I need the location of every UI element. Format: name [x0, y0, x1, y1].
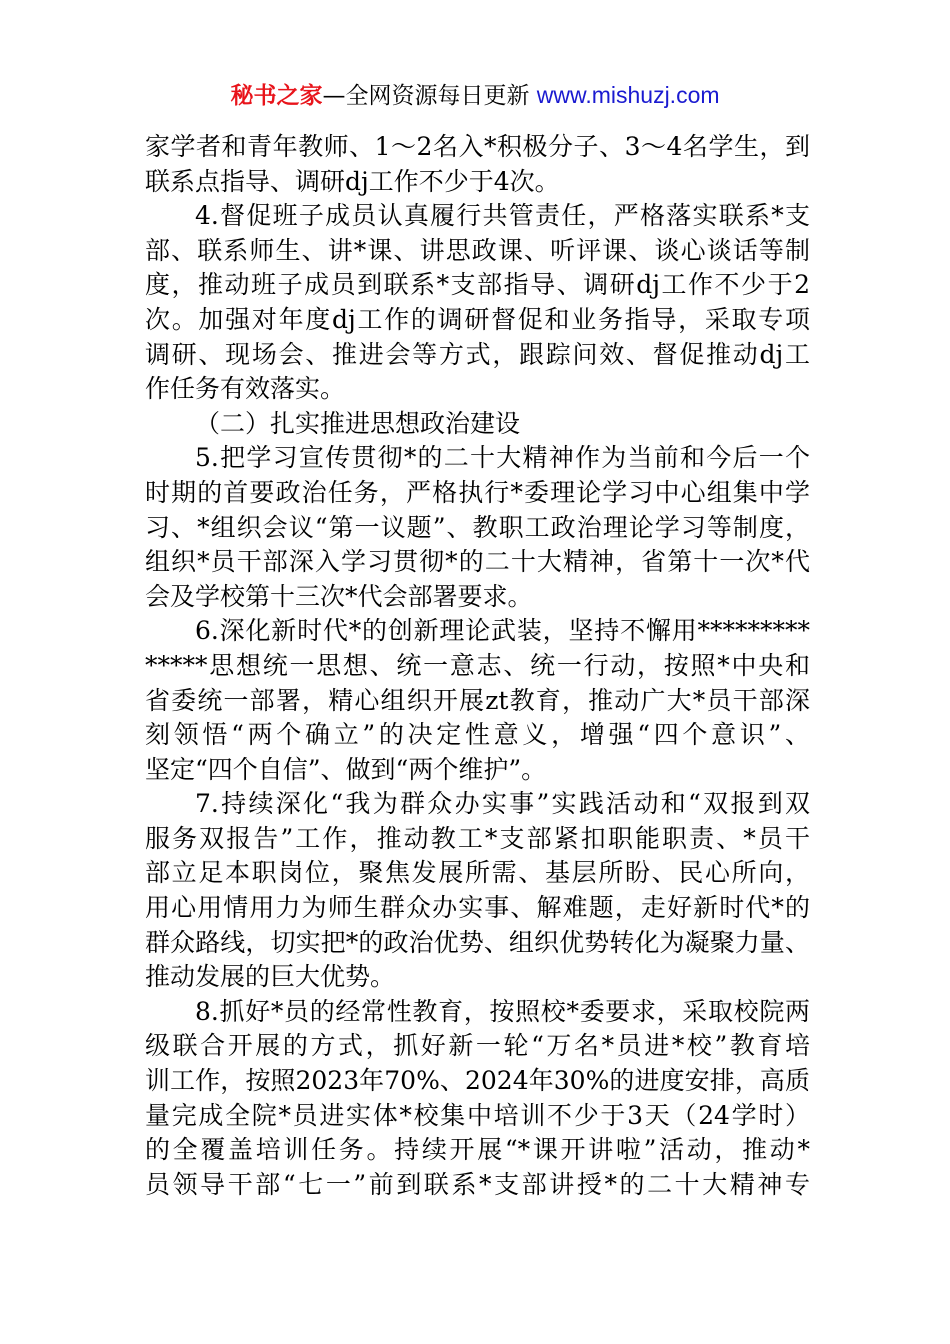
site-brand: 秘书之家	[230, 83, 323, 109]
text-line: 推动发展的巨大优势。	[145, 962, 396, 992]
site-header	[0, 78, 950, 113]
text-line: 用心用情用力为师生群众办实事、解难题，走好新时代*的	[145, 893, 810, 923]
site-tagline: —全网资源每日更新	[322, 83, 537, 109]
paragraph-start-line: 4.督促班子成员认真履行共管责任，严格落实联系*支	[195, 201, 810, 231]
text-line: 员领导干部“七一”前到联系*支部讲授*的二十大精神专	[145, 1169, 810, 1199]
text-line: 部、联系师生、讲*课、讲思政课、听评课、谈心谈话等制	[145, 235, 810, 265]
paragraph-start-line: 5.把学习宣传贯彻*的二十大精神作为当前和今后一个	[195, 443, 810, 473]
section-heading: （二）扎实推进思想政治建设	[195, 408, 521, 438]
text-line: 刻领悟“两个确立”的决定性意义，增强“四个意识”、	[145, 720, 810, 750]
text-line: 习、*组织会议“第一议题”、教职工政治理论学习等制度，	[145, 512, 810, 542]
text-line: 家学者和青年教师、1～2名入*积极分子、3～4名学生，到	[145, 132, 810, 161]
paragraph-start-line: 6.深化新时代*的创新理论武装，坚持不懈用*********	[195, 616, 810, 646]
text-line: 次。加强对年度dj工作的调研督促和业务指导，采取专项	[145, 304, 810, 334]
document-body	[145, 130, 810, 1202]
text-line: 级联合开展的方式，抓好新一轮“万名*员进*校”教育培	[145, 1031, 810, 1061]
text-line: 度，推动班子成员到联系*支部指导、调研dj工作不少于2	[145, 270, 810, 300]
text-line: 时期的首要政治任务，严格执行*委理论学习中心组集中学	[145, 477, 810, 507]
text-line: 部立足本职岗位，聚焦发展所需、基层所盼、民心所向，	[145, 858, 810, 888]
text-line: 的全覆盖培训任务。持续开展“*课开讲啦”活动，推动*	[145, 1135, 810, 1165]
paragraph-start-line: 7.持续深化“我为群众办实事”实践活动和“双报到双	[195, 789, 810, 819]
text-line: 会及学校第十三次*代会部署要求。	[145, 581, 533, 611]
text-line: 群众路线，切实把*的政治优势、组织优势转化为凝聚力量、	[145, 927, 810, 957]
text-line: 作任务有效落实。	[145, 374, 346, 404]
text-line: 组织*员干部深入学习贯彻*的二十大精神，省第十一次*代	[145, 547, 810, 577]
text-line: 省委统一部署，精心组织开展zt教育，推动广大*员干部深	[145, 685, 810, 715]
text-line: 坚定“四个自信”、做到“两个维护”。	[145, 754, 547, 784]
paragraph-start-line: 8.抓好*员的经常性教育，按照校*委要求，采取校院两	[195, 996, 810, 1026]
text-line: 量完成全院*员进实体*校集中培训不少于3天（24学时）	[145, 1100, 810, 1130]
site-url-link[interactable]: www.mishuzj.com	[536, 82, 720, 108]
text-line: 服务双报告”工作，推动教工*支部紧扣职能职责、*员干	[145, 823, 810, 853]
text-line: *****思想统一思想、统一意志、统一行动，按照*中央和	[145, 650, 810, 680]
text-line: 联系点指导、调研dj工作不少于4次。	[145, 166, 560, 196]
text-line: 训工作，按照2023年70%、2024年30%的进度安排，高质	[145, 1066, 810, 1096]
text-line: 调研、现场会、推进会等方式，跟踪问效、督促推动dj工	[145, 339, 810, 369]
